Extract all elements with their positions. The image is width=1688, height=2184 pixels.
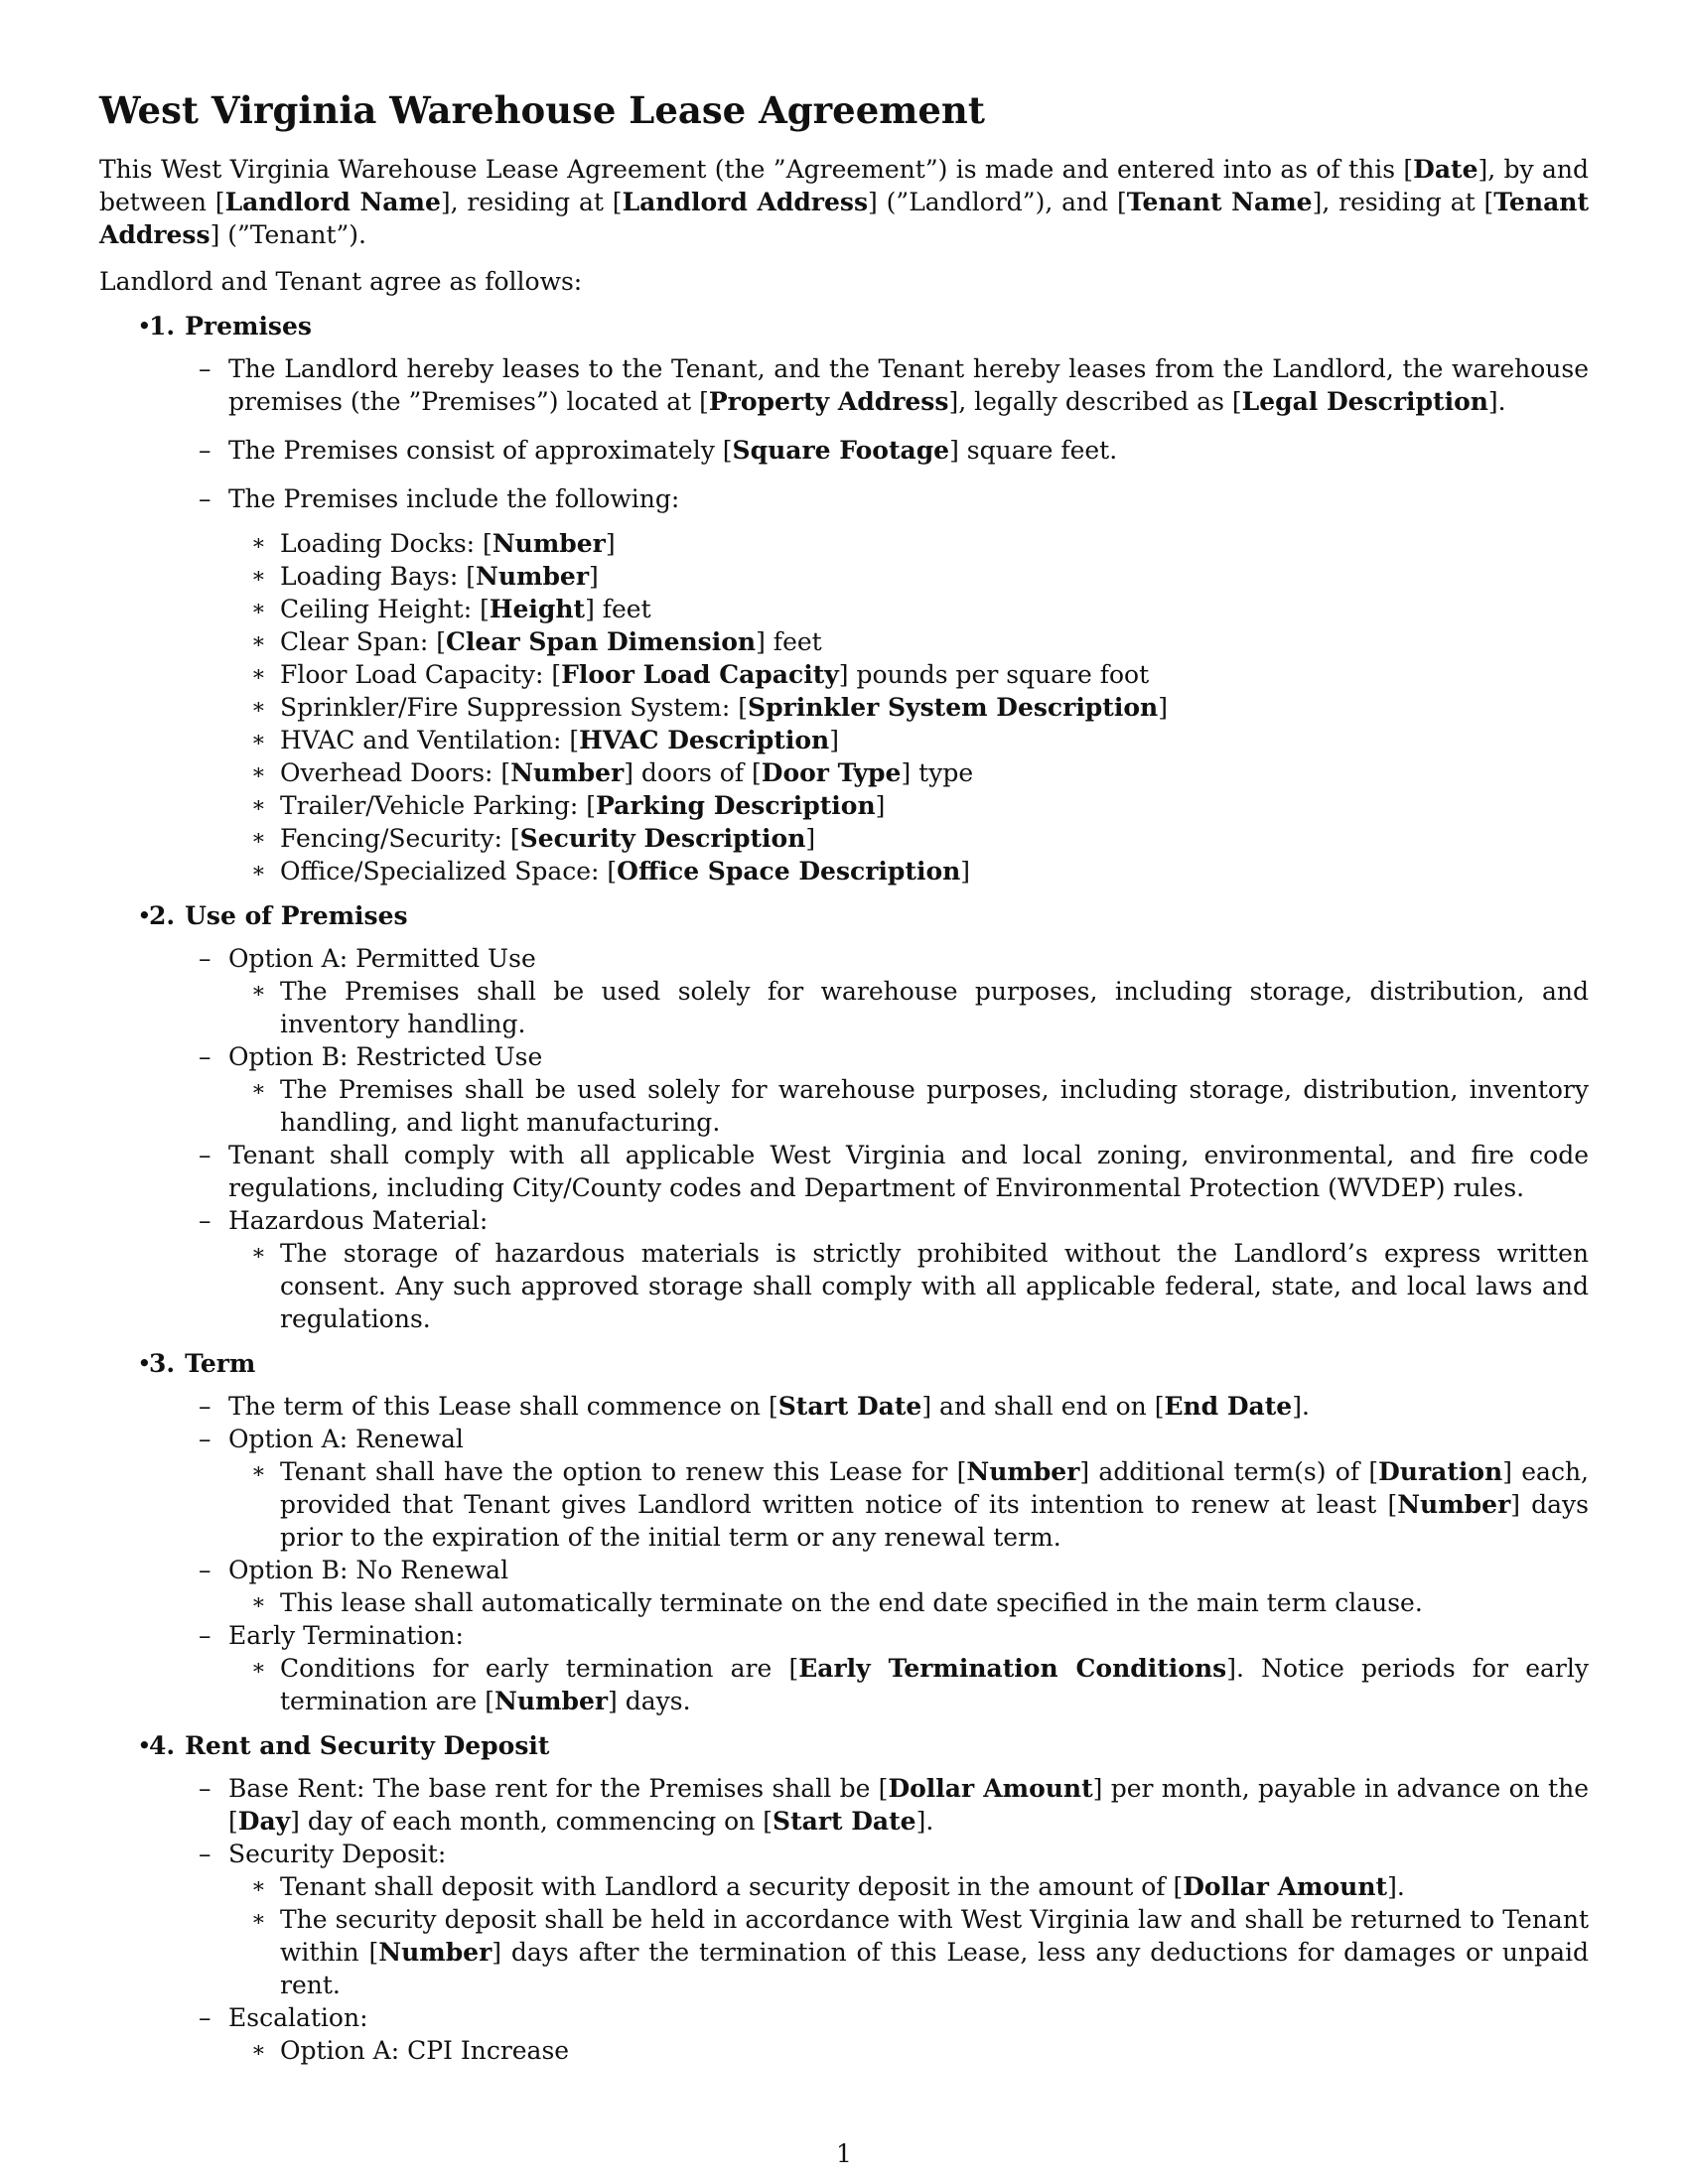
list-item: ∗ Conditions for early termination are [Early Termination Conditions]. Notice periods for early termination are [Number] days. <box>99 1652 1589 1717</box>
section-use-of-premises <box>99 899 1589 1335</box>
list-item: ∗ The storage of hazardous materials is strictly prohibited without the Landlord’s express written consent. Any such approved storage shall comply with all applicable federal, state, and local laws and regulations. <box>99 1237 1589 1335</box>
feature-item: ∗ Ceiling Height: [Height] feet <box>99 593 1589 625</box>
section-heading: • 1. Premises <box>149 312 312 341</box>
date-field: Date <box>1413 155 1478 184</box>
section-premises <box>99 310 1589 887</box>
list-item: ∗ The Premises shall be used solely for warehouse purposes, including storage, distribution, inventory handling, and light manufacturing. <box>99 1073 1589 1139</box>
agreement-statement: Landlord and Tenant agree as follows: <box>99 267 583 296</box>
list-item: ∗ Tenant shall deposit with Landlord a security deposit in the amount of [Dollar Amount]. <box>99 1870 1589 1903</box>
page-number: 1 <box>836 2139 852 2168</box>
list-item: ∗ Option A: CPI Increase <box>99 2034 1589 2067</box>
feature-item: ∗ Trailer/Vehicle Parking: [Parking Description] <box>99 789 1589 822</box>
list-item: – Base Rent: The base rent for the Premises shall be [Dollar Amount] per month, payable in advance on the [Day] day of each month, commencing on [Start Date]. <box>99 1772 1589 1838</box>
list-item: – Security Deposit: ∗ Tenant shall deposit with Landlord a security deposit in the amount of [Dollar Amount]. ∗ The security deposit shall be held in accordance with West Virginia law and shall be returned to Tenant within [Number] days after the termination of this Lease, less any deductions for damages or unpaid rent. <box>99 1838 1589 2001</box>
list-item: – Option B: Restricted Use ∗ The Premises shall be used solely for warehouse purposes, including storage, distribution, inventory handling, and light manufacturing. <box>99 1040 1589 1139</box>
feature-item: ∗ HVAC and Ventilation: [HVAC Description] <box>99 724 1589 756</box>
list-item: – Option A: Renewal ∗ Tenant shall have the option to renew this Lease for [Number] additional term(s) of [Duration] each, provided that Tenant gives Landlord written notice of its intention to renew at least [Number] days prior to the expiration of the initial term or any renewal term. <box>99 1423 1589 1554</box>
list-item: ∗ This lease shall automatically terminate on the end date specified in the main term clause. <box>99 1586 1589 1619</box>
list-item: – Early Termination: ∗ Conditions for early termination are [Early Termination Conditions]. Notice periods for early termination are [Number] days. <box>99 1619 1589 1717</box>
feature-item: ∗ Overhead Doors: [Number] doors of [Door Type] type <box>99 756 1589 789</box>
section-heading: • 3. Term <box>149 1349 256 1378</box>
section-rent-and-deposit <box>99 1729 1589 2067</box>
list-item: ∗ The Premises shall be used solely for warehouse purposes, including storage, distribution, and inventory handling. <box>99 975 1589 1040</box>
feature-item: ∗ Clear Span: [Clear Span Dimension] feet <box>99 625 1589 658</box>
feature-item: ∗ Fencing/Security: [Security Description] <box>99 822 1589 855</box>
landlord-address-field: Landlord Address <box>622 188 869 216</box>
sections-list <box>99 310 1589 2067</box>
list-item: – Escalation: ∗ Option A: CPI Increase <box>99 2001 1589 2067</box>
list-item: – The term of this Lease shall commence on [Start Date] and shall end on [End Date]. <box>99 1390 1589 1423</box>
section-heading: • 2. Use of Premises <box>149 901 408 930</box>
document-title: West Virginia Warehouse Lease Agreement <box>99 88 985 132</box>
feature-item: ∗ Sprinkler/Fire Suppression System: [Sprinkler System Description] <box>99 691 1589 724</box>
landlord-name-field: Landlord Name <box>224 188 441 216</box>
list-item: – The Premises consist of approximately [Square Footage] square feet. <box>99 434 1589 467</box>
list-item: – Option B: No Renewal ∗ This lease shall automatically terminate on the end date specified in the main term clause. <box>99 1554 1589 1619</box>
feature-item: ∗ Loading Docks: [Number] <box>99 527 1589 560</box>
list-item: – Option A: Permitted Use ∗ The Premises shall be used solely for warehouse purposes, including storage, distribution, and inventory handling. <box>99 942 1589 1040</box>
section-heading: • 4. Rent and Security Deposit <box>149 1731 550 1760</box>
intro-paragraph: This West Virginia Warehouse Lease Agreement (the ”Agreement”) is made and entered into as of this [Date], by and between [Landlord Name], residing at [Landlord Address] (”Landlord”), and [Tenant Name], residing at [Tenant Address] (”Tenant”). <box>99 155 1590 249</box>
feature-item: ∗ Floor Load Capacity: [Floor Load Capacity] pounds per square foot <box>99 658 1589 691</box>
list-item: ∗ The security deposit shall be held in accordance with West Virginia law and shall be returned to Tenant within [Number] days after the termination of this Lease, less any deductions for damages or unpaid rent. <box>99 1903 1589 2001</box>
feature-item: ∗ Loading Bays: [Number] <box>99 560 1589 593</box>
tenant-address-field: Tenant Address <box>99 188 1590 249</box>
list-item: – Hazardous Material: ∗ The storage of hazardous materials is strictly prohibited without the Landlord’s express written consent. Any such approved storage shall comply with all applicable federal, state, and local laws and regulations. <box>99 1204 1589 1335</box>
list-item: ∗ Tenant shall have the option to renew this Lease for [Number] additional term(s) of [Duration] each, provided that Tenant gives Landlord written notice of its intention to renew at least [Number] days prior to the expiration of the initial term or any renewal term. <box>99 1455 1589 1554</box>
list-item: – The Premises include the following: ∗ Loading Docks: [Number] ∗ Loading Bays: [Number] ∗ Ceiling Height: [Height] feet ∗ Clear Span: [Clear Span Dimension] feet ∗ Floor Load Capacity: [Floor Load Capacity] pounds per square foot ∗ Sprinkler/Fire Suppression System: [Sprinkler System Description] ∗ HVAC and Ventilation: [HVAC Description] ∗ Overhead Doors: [Number] doors of [Door Type] type ∗ Trailer/Vehicle Parking: [Parking Description] ∗ Fencing/Security: [Security Description] ∗ Office/Specialized Space: [Office Space Description] <box>99 482 1589 887</box>
section-term <box>99 1347 1589 1717</box>
list-item: – Tenant shall comply with all applicable West Virginia and local zoning, environmental, and fire code regulations, including City/County codes and Department of Environmental Protection (WVDEP) rules. <box>99 1139 1589 1204</box>
document-page <box>99 87 1589 2079</box>
list-item: – The Landlord hereby leases to the Tenant, and the Tenant hereby leases from the Landlord, the warehouse premises (the ”Premises”) located at [Property Address], legally described as [Legal Description]. <box>99 352 1589 418</box>
feature-item: ∗ Office/Specialized Space: [Office Space Description] <box>99 855 1589 887</box>
tenant-name-field: Tenant Name <box>1126 188 1313 216</box>
premises-features-list <box>228 527 1589 887</box>
